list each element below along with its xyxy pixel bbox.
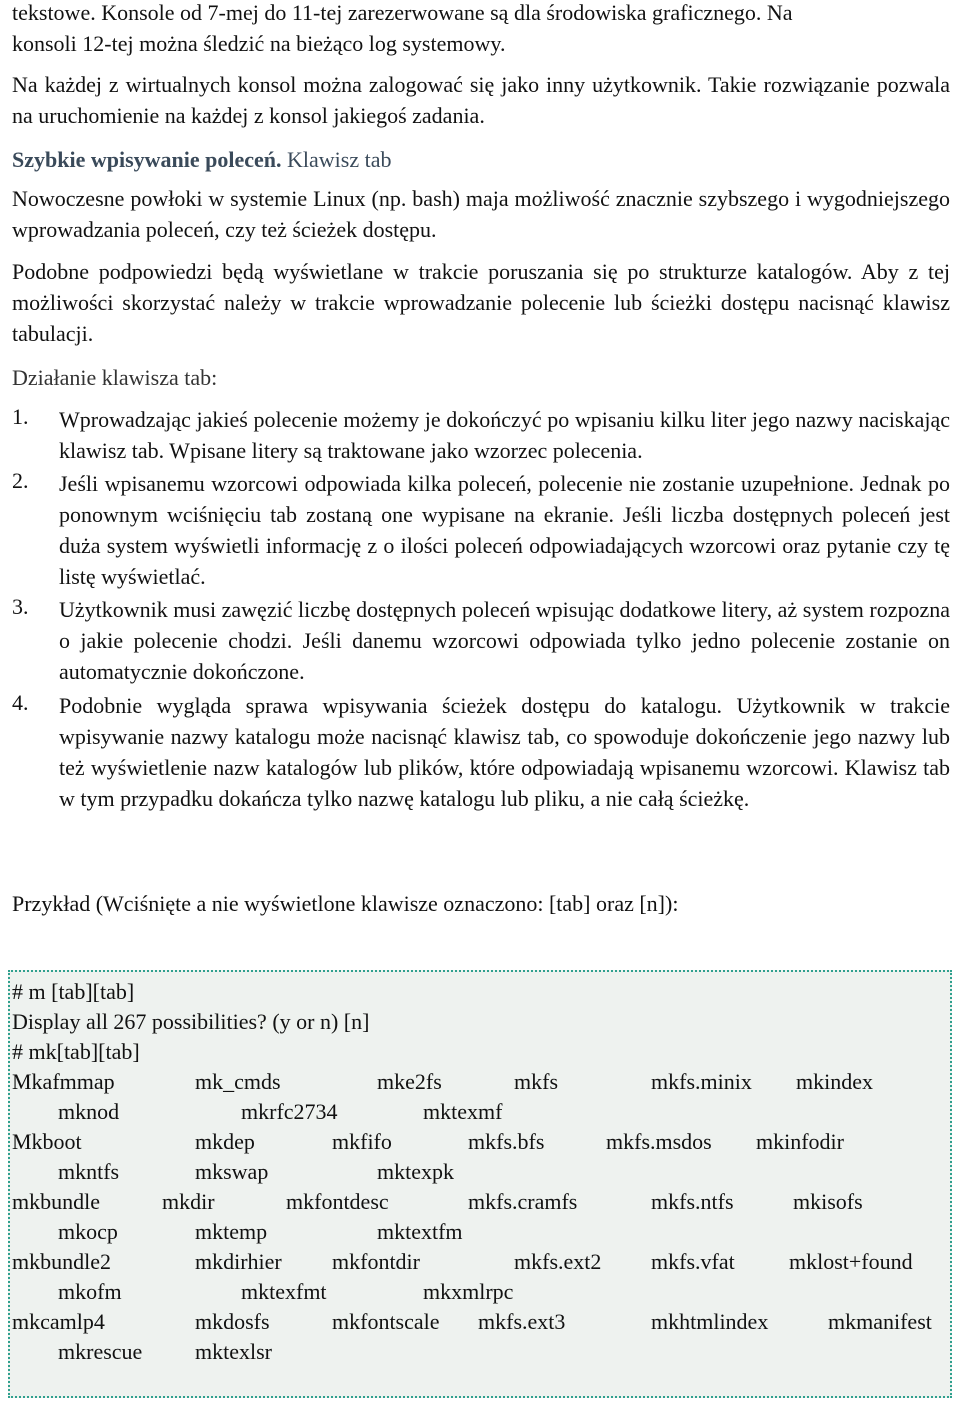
completion-entry: mknod: [58, 1099, 120, 1124]
completion-entry: mke2fs: [377, 1069, 442, 1094]
example-label: Przykład (Wciśnięte a nie wyświetlone klawisze oznaczono: [tab] oraz [n]):: [12, 891, 679, 916]
terminal-command-1: # m [tab][tab]: [12, 979, 135, 1004]
completion-entry: mkcamlp4: [12, 1309, 105, 1334]
completion-entry: mkfs.ext2: [514, 1249, 602, 1274]
completion-entry: mkfs.cramfs: [468, 1189, 578, 1214]
list-number: 2.: [12, 468, 29, 493]
list-item-1: [12, 404, 950, 466]
completion-entry: mkhtmlindex: [651, 1309, 769, 1334]
list-number: 3.: [12, 594, 29, 619]
terminal-command-2: # mk[tab][tab]: [12, 1039, 140, 1064]
list-number: 4.: [12, 690, 29, 715]
completion-entry: mkfifo: [332, 1129, 392, 1154]
completion-entry: mkfs.bfs: [468, 1129, 545, 1154]
section-paragraph-2: Podobne podpowiedzi będą wyświetlane w trakcie poruszania się po strukturze katalogów. Aby z tej możliwości skorzystać należy w trakcie wprowadzanie polecenie lub ścieżki dostępu nacisnąć klawisz tabulacji.: [12, 259, 950, 346]
completion-entry: mkisofs: [793, 1189, 863, 1214]
completion-entry: mkfs.ntfs: [651, 1189, 734, 1214]
completion-entry: mkocp: [58, 1219, 118, 1244]
completion-entry: mktexmf: [423, 1099, 503, 1124]
completion-entry: mktexlsr: [195, 1339, 272, 1364]
list-text: Wprowadzając jakieś polecenie możemy je dokończyć po wpisaniu kilku liter jego nazwy naciskając klawisz tab. Wpisane litery są traktowane jako wzorzec polecenia.: [59, 407, 950, 463]
completion-entry: Mkafmmap: [12, 1069, 115, 1094]
completion-entry: mkofm: [58, 1279, 122, 1304]
intro-line-2: konsoli 12-tej można śledzić na bieżąco log systemowy.: [12, 31, 506, 56]
completion-entry: mkfontdir: [332, 1249, 420, 1274]
section-heading: [12, 144, 950, 175]
completion-entry: mkntfs: [58, 1159, 120, 1184]
completion-entry: mkfs.msdos: [606, 1129, 712, 1154]
terminal-prompt: Display all 267 possibilities? (y or n) [n]: [12, 1009, 370, 1034]
list-item-2: [12, 468, 950, 592]
list-item-4: [12, 690, 950, 814]
completion-entry: mkbundle2: [12, 1249, 111, 1274]
completion-entry: mkfs: [514, 1069, 558, 1094]
completion-entry: Mkboot: [12, 1129, 82, 1154]
completion-entry: mkxmlrpc: [423, 1279, 514, 1304]
completion-entry: mkbundle: [12, 1189, 100, 1214]
list-text: Podobnie wygląda sprawa wpisywania ścieżek dostępu do katalogu. Użytkownik w trakcie wpisywanie nazwy katalogu może nacisnąć klawisz tab, co spowoduje dokończenie jego nazwy lub też wyświetlenie nazw katalogów lub plików, które odpowiadają wpisanemu wzorcowi. Klawisz tab w tym przypadku dokańcza tylko nazwę katalogu lub pliku, a nie całą ścieżkę.: [59, 693, 950, 811]
completion-entry: mkmanifest: [828, 1309, 932, 1334]
completion-entry: mkinfodir: [756, 1129, 844, 1154]
completion-entry: mkdosfs: [195, 1309, 270, 1334]
completion-entry: mkfontscale: [332, 1309, 440, 1334]
completion-entry: mkfontdesc: [286, 1189, 389, 1214]
section-heading-bold: Szybkie wpisywanie poleceń.: [12, 147, 282, 172]
completion-entry: mkfs.ext3: [478, 1309, 566, 1334]
completion-entry: mkdir: [162, 1189, 215, 1214]
terminal-example-box: [8, 970, 952, 1398]
list-text: Jeśli wpisanemu wzorcowi odpowiada kilka poleceń, polecenie nie zostanie uzupełnione. Jednak po ponownym wciśnięciu tab zostaną one wypisane na ekranie. Jeśli liczba dostępnych poleceń jest duża system wyświetli informację z o ilości poleceń odpowiadających wzorcowi oraz pytanie czy tę listę wyświetlać.: [59, 471, 950, 589]
section-paragraph-1: Nowoczesne powłoki w systemie Linux (np. bash) maja możliwość znacznie szybszego i wygodniejszego wprowadzania poleceń, czy też ścieżek dostępu.: [12, 186, 950, 242]
list-title: Działanie klawisza tab:: [12, 365, 218, 390]
completion-entry: mkdirhier: [195, 1249, 282, 1274]
completion-entry: mktexpk: [377, 1159, 454, 1184]
completion-entry: mkfs.minix: [651, 1069, 752, 1094]
completion-entry: mkindex: [796, 1069, 873, 1094]
completion-entry: mktexfmt: [241, 1279, 327, 1304]
list-number: 1.: [12, 404, 29, 429]
completion-entry: mkdep: [195, 1129, 255, 1154]
completion-entry: mkrfc2734: [241, 1099, 338, 1124]
completion-entry: mklost+found: [789, 1249, 913, 1274]
list-text: Użytkownik musi zawęzić liczbę dostępnych poleceń wpisując dodatkowe litery, aż system rozpozna o jakie polecenie chodzi. Jeśli danemu wzorcowi odpowiada tylko jedno polecenie zostanie on automatycznie dokończone.: [59, 597, 950, 684]
completion-entry: mktextfm: [377, 1219, 463, 1244]
completion-entry: mktemp: [195, 1219, 268, 1244]
intro-line-1: tekstowe. Konsole od 7-mej do 11-tej zarezerwowane są dla środowiska graficznego. Na: [12, 0, 793, 25]
section-heading-rest: Klawisz tab: [281, 147, 392, 172]
completion-entry: mkswap: [195, 1159, 269, 1184]
list-item-3: [12, 594, 950, 687]
completion-entry: mkfs.vfat: [651, 1249, 735, 1274]
completion-entry: mk_cmds: [195, 1069, 281, 1094]
intro-paragraph-2: Na każdej z wirtualnych konsol można zalogować się jako inny użytkownik. Takie rozwiązanie pozwala na uruchomienie na każdej z konsol jakiegoś zadania.: [12, 72, 950, 128]
completion-entry: mkrescue: [58, 1339, 143, 1364]
